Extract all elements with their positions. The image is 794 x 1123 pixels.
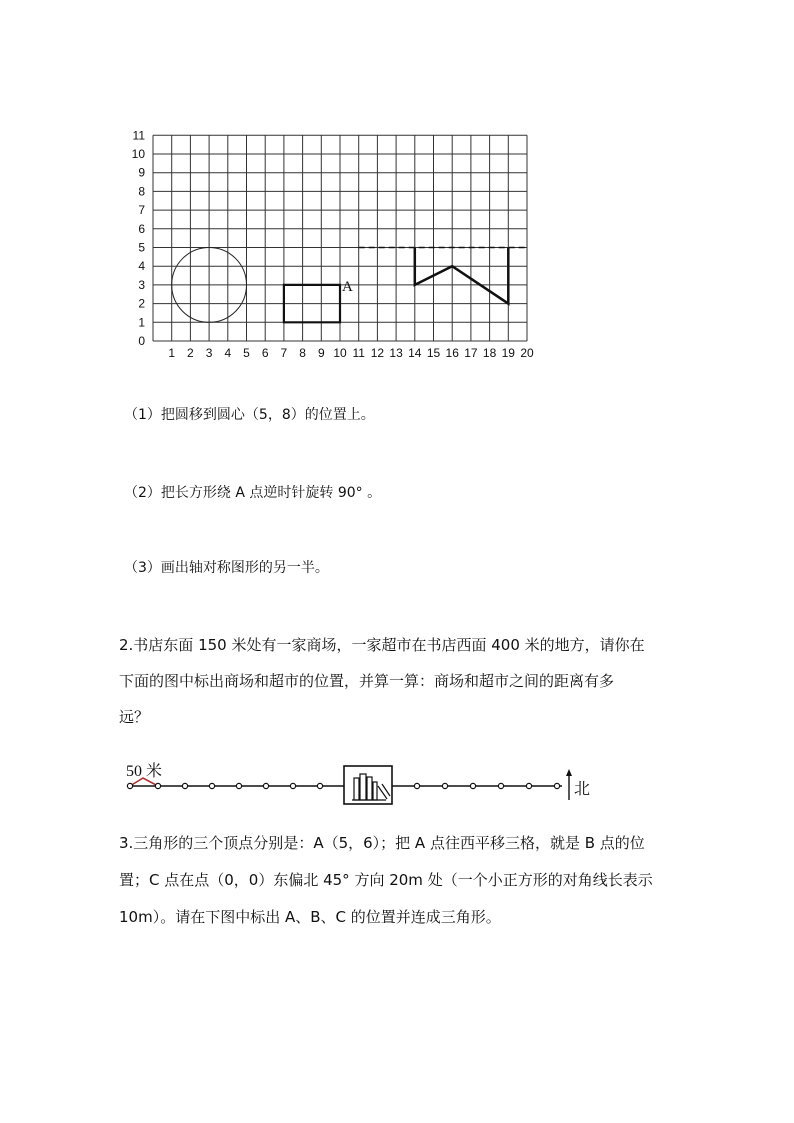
y-tick-label: 4	[138, 259, 145, 274]
line-dot	[290, 783, 295, 788]
coordinate-grid-figure	[118, 105, 548, 365]
q2-line-3: 远？	[119, 708, 150, 726]
north-label: 北	[574, 779, 591, 798]
x-tick-label: 9	[317, 346, 325, 360]
q3-line-3: 10m）。请在下图中标出 A、B、C 的位置并连成三角形。	[119, 908, 501, 926]
x-tick-label: 8	[299, 346, 306, 360]
line-dot	[498, 783, 503, 788]
q1-item-1: （1）把圆移到圆心（5，8）的位置上。	[124, 407, 375, 423]
x-tick-label: 14	[408, 346, 422, 360]
y-tick-label: 3	[138, 277, 145, 292]
q3-line-1: 3.三角形的三个顶点分别是：A（5，6）；把 A 点往西平移三格，就是 B 点的位	[119, 834, 645, 852]
x-tick-label: 1	[168, 346, 176, 360]
y-tick-label: 0	[138, 334, 145, 348]
x-tick-label: 11	[352, 346, 365, 360]
x-tick-label: 12	[370, 346, 385, 360]
x-tick-label: 4	[224, 346, 232, 360]
x-tick-label: 20	[520, 346, 534, 360]
line-dot	[236, 783, 241, 788]
x-tick-label: 19	[501, 346, 515, 360]
line-dot	[127, 783, 132, 788]
y-tick-label: 7	[138, 203, 145, 218]
x-tick-label: 6	[261, 346, 269, 360]
q2-line-2: 下面的图中标出商场和超市的位置，并算一算：商场和超市之间的距离有多	[119, 672, 615, 690]
q1-item-2: （2）把长方形绕 A 点逆时针旋转 90° 。	[124, 485, 382, 501]
point-a-label: A	[342, 278, 353, 295]
line-dot	[526, 783, 531, 788]
x-tick-label: 3	[205, 346, 213, 360]
bookstore-icon	[344, 766, 392, 804]
x-tick-label: 5	[243, 346, 250, 360]
y-tick-label: 8	[138, 184, 145, 199]
x-tick-label: 16	[445, 346, 459, 360]
y-tick-label: 1	[138, 315, 145, 330]
line-dot	[317, 783, 322, 788]
line-dot	[263, 783, 268, 788]
x-tick-label: 10	[333, 346, 347, 360]
x-tick-label: 7	[280, 346, 288, 360]
y-tick-label: 9	[138, 165, 145, 180]
line-dot	[414, 783, 419, 788]
grid-svg	[118, 105, 548, 365]
y-tick-label: 2	[138, 296, 145, 311]
q3-line-2: 置；C 点在点（0，0）东偏北 45° 方向 20m 处（一个小正方形的对角线长表示	[119, 871, 653, 889]
scale-label: 50 米	[126, 763, 163, 780]
x-tick-label: 17	[464, 346, 478, 360]
line-dot	[182, 783, 187, 788]
y-axis-labels	[132, 128, 146, 348]
y-tick-label: 11	[132, 128, 145, 143]
q1-item-3: （3）画出轴对称图形的另一半。	[124, 560, 329, 576]
line-dot	[442, 783, 447, 788]
y-tick-label: 5	[138, 240, 145, 255]
line-dot	[155, 783, 160, 788]
x-tick-label: 15	[426, 346, 441, 360]
position-number-line	[120, 758, 600, 808]
x-tick-label: 2	[187, 346, 194, 360]
north-arrow-head	[566, 769, 572, 776]
number-line-svg	[120, 758, 600, 808]
x-tick-label: 18	[482, 346, 497, 360]
y-tick-label: 10	[131, 147, 145, 161]
x-axis-labels	[168, 346, 534, 360]
x-tick-label: 13	[389, 346, 403, 360]
line-dot	[554, 783, 559, 788]
line-dot	[470, 783, 475, 788]
q2-line-1: 2.书店东面 150 米处有一家商场，一家超市在书店西面 400 米的地方，请你在	[119, 636, 645, 654]
line-dot	[209, 783, 214, 788]
y-tick-label: 6	[138, 221, 145, 236]
half-symmetric-figure	[415, 248, 509, 304]
